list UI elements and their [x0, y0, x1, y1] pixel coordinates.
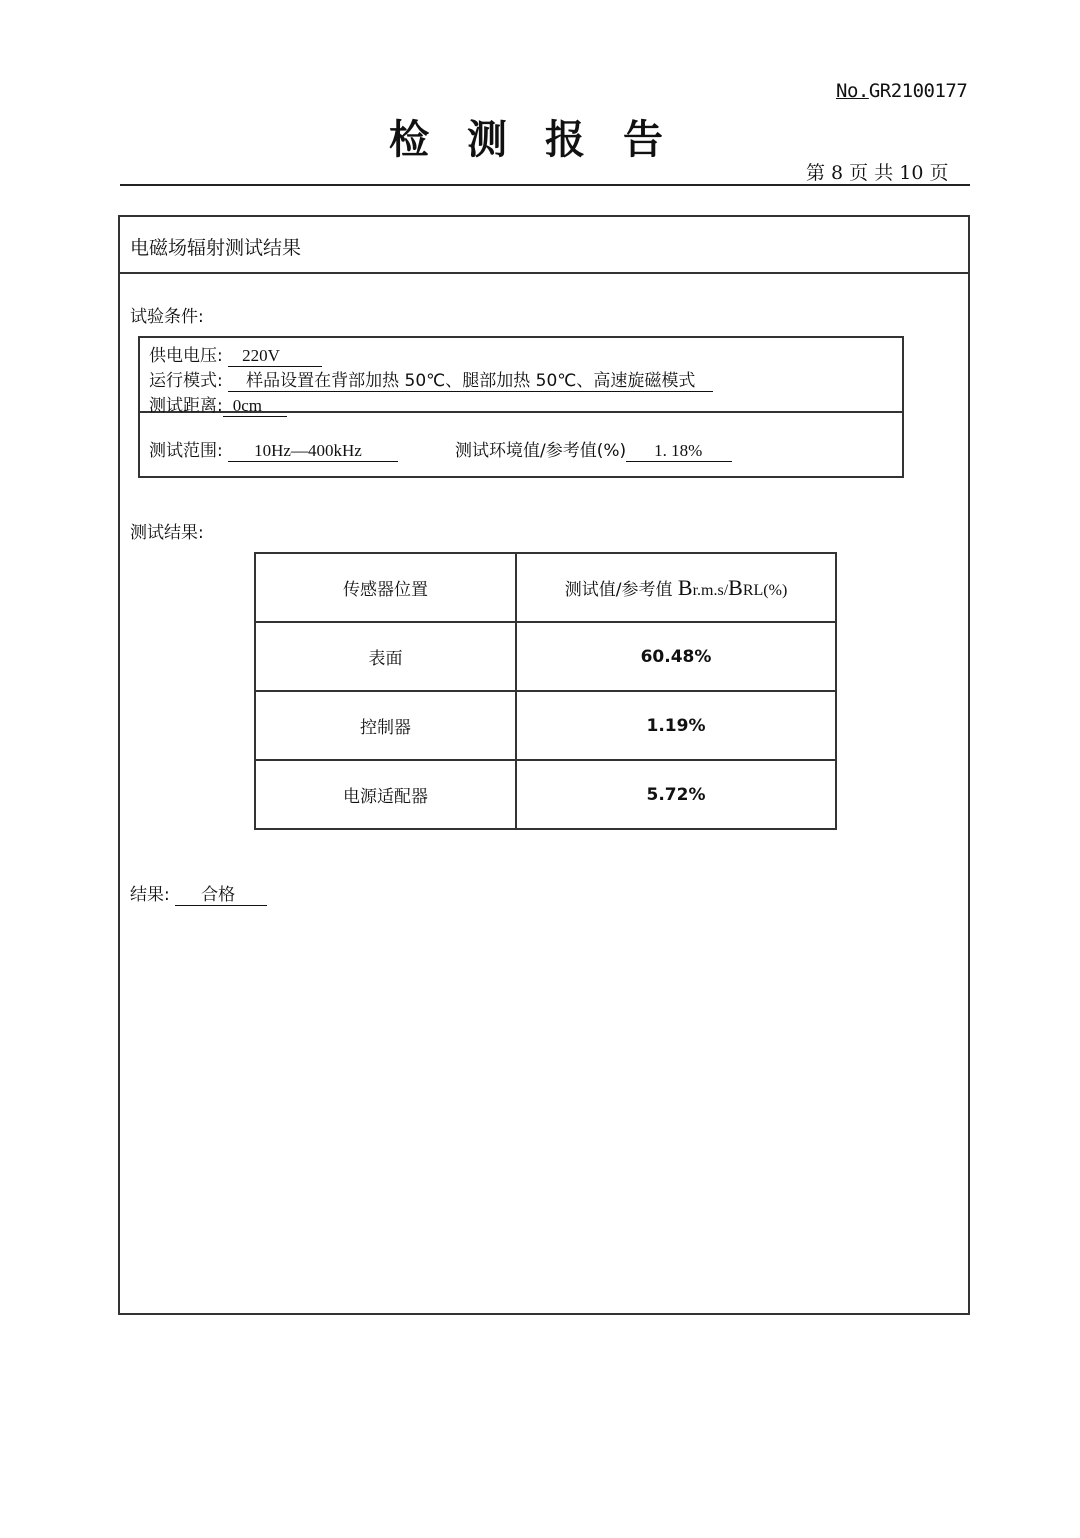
test-range-row [149, 436, 398, 462]
run-mode-label: 运行模式: [149, 371, 223, 391]
report-number-value: GR2100177 [868, 80, 968, 102]
supply-voltage-row [149, 341, 322, 367]
run-mode-row [149, 366, 713, 392]
row-value: 60.48% [516, 622, 836, 691]
test-distance-value: 0cm [223, 396, 287, 417]
table-header-row [255, 553, 836, 622]
row-position: 控制器 [255, 691, 516, 760]
page-title: 检测报告 [389, 117, 701, 163]
report-number [836, 80, 967, 102]
section-title: 电磁场辐射测试结果 [130, 237, 302, 259]
header-percent-unit: (%) [763, 581, 788, 599]
run-mode-value: 样品设置在背部加热 50℃、腿部加热 50℃、高速旋磁模式 [228, 371, 713, 392]
header-value-prefix: 测试值/参考值 [564, 579, 673, 600]
env-ratio-value: 1. 18% [626, 441, 732, 462]
test-distance-row [149, 391, 287, 417]
test-distance-label: 测试距离: [149, 396, 223, 416]
header-value [516, 553, 836, 622]
header-position: 传感器位置 [255, 553, 516, 622]
supply-voltage-value: 220V [228, 346, 322, 367]
table-row [255, 622, 836, 691]
row-value: 1.19% [516, 691, 836, 760]
test-range-value: 10Hz—400kHz [228, 441, 398, 462]
row-position: 电源适配器 [255, 760, 516, 829]
conclusion-value: 合格 [175, 885, 267, 906]
test-range-label: 测试范围: [149, 441, 223, 461]
header-b-symbol: B [728, 574, 743, 600]
page-info: 第 8 页 共 10 页 [806, 162, 949, 184]
supply-voltage-label: 供电电压: [149, 346, 223, 366]
table-row [255, 760, 836, 829]
header-rl-subscript: RL [742, 581, 764, 599]
env-ratio-label: 测试环境值/参考值(%) [455, 441, 627, 461]
header-slash: / [723, 581, 729, 599]
conditions-heading: 试验条件: [130, 307, 204, 327]
results-heading: 测试结果: [130, 523, 204, 543]
report-number-label: No. [836, 80, 869, 102]
results-table [254, 552, 837, 830]
header-divider [120, 184, 970, 186]
row-value: 5.72% [516, 760, 836, 829]
header-rms-subscript: r.m.s [692, 581, 724, 599]
env-ratio-row [455, 436, 732, 462]
table-row [255, 691, 836, 760]
conclusion-row [130, 880, 267, 906]
conclusion-label: 结果: [130, 885, 170, 905]
header-b-symbol: B [677, 574, 693, 600]
row-position: 表面 [255, 622, 516, 691]
section-divider [118, 272, 970, 274]
